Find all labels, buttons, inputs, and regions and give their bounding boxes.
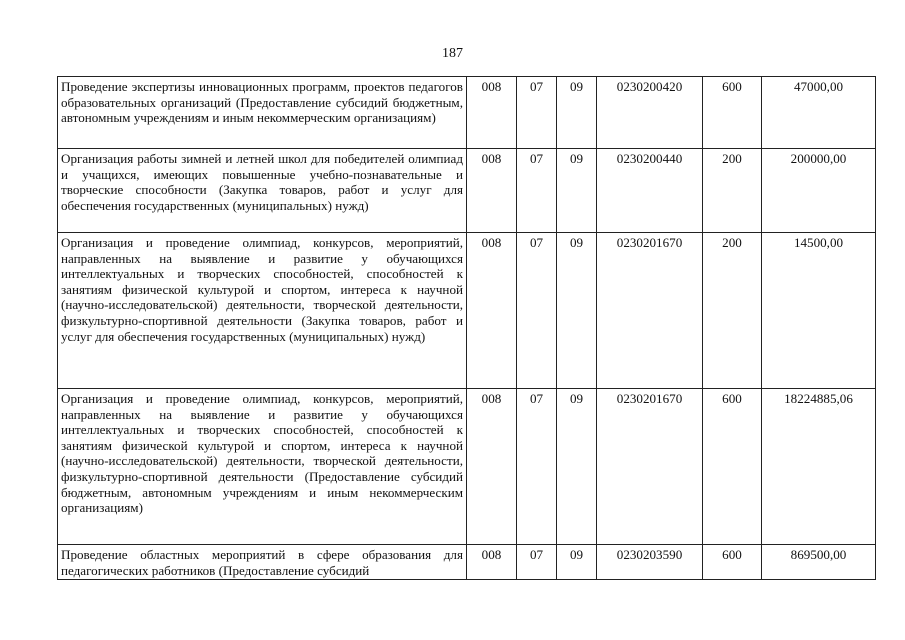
ministry-code: 008 xyxy=(467,77,517,149)
expense-type-code: 200 xyxy=(703,233,762,389)
section-code: 07 xyxy=(517,149,557,233)
target-article-code: 0230200420 xyxy=(597,77,703,149)
amount: 14500,00 xyxy=(762,233,876,389)
table-row xyxy=(58,77,876,149)
subsection-code: 09 xyxy=(557,149,597,233)
budget-table xyxy=(57,76,876,580)
section-code: 07 xyxy=(517,389,557,545)
subsection-code: 09 xyxy=(557,77,597,149)
amount: 869500,00 xyxy=(762,545,876,580)
row-description: Проведение областных мероприятий в сфере образования для педагогических работников (Предоставление субсидий xyxy=(58,545,467,580)
subsection-code: 09 xyxy=(557,233,597,389)
ministry-code: 008 xyxy=(467,389,517,545)
ministry-code: 008 xyxy=(467,545,517,580)
amount: 200000,00 xyxy=(762,149,876,233)
ministry-code: 008 xyxy=(467,149,517,233)
target-article-code: 0230203590 xyxy=(597,545,703,580)
section-code: 07 xyxy=(517,233,557,389)
table-row xyxy=(58,149,876,233)
section-code: 07 xyxy=(517,545,557,580)
section-code: 07 xyxy=(517,77,557,149)
amount: 18224885,06 xyxy=(762,389,876,545)
amount: 47000,00 xyxy=(762,77,876,149)
table-row xyxy=(58,233,876,389)
ministry-code: 008 xyxy=(467,233,517,389)
expense-type-code: 200 xyxy=(703,149,762,233)
page-number: 187 xyxy=(442,46,463,61)
target-article-code: 0230201670 xyxy=(597,389,703,545)
row-description: Организация и проведение олимпиад, конкурсов, мероприятий, направленных на выявление и развитие у обучающихся интеллектуальных и творческих способностей, способностей к занятиям физической культурой и спортом, интереса к научной (научно-исследовательской) деятельности, творческой деятельности, физкультурно-спортивной деятельности (Предоставление субсидий бюджетным, автономным учреждениям и иным некоммерческим организациям) xyxy=(58,389,467,545)
target-article-code: 0230201670 xyxy=(597,233,703,389)
row-description: Организация и проведение олимпиад, конкурсов, мероприятий, направленных на выявление и развитие у обучающихся интеллектуальных и творческих способностей, способностей к занятиям физической культурой и спортом, интереса к научной (научно-исследовательской) деятельности, творческой деятельности, физкультурно-спортивной деятельности (Закупка товаров, работ и услуг для обеспечения государственных (муниципальных) нужд) xyxy=(58,233,467,389)
expense-type-code: 600 xyxy=(703,77,762,149)
expense-type-code: 600 xyxy=(703,389,762,545)
table-row xyxy=(58,389,876,545)
expense-type-code: 600 xyxy=(703,545,762,580)
subsection-code: 09 xyxy=(557,389,597,545)
subsection-code: 09 xyxy=(557,545,597,580)
row-description: Организация работы зимней и летней школ для победителей олимпиад и учащихся, имеющих повышенные учебно-познавательные и творческие способности (Закупка товаров, работ и услуг для обеспечения государственных (муниципальных) нужд) xyxy=(58,149,467,233)
table-row xyxy=(58,545,876,580)
row-description: Проведение экспертизы инновационных программ, проектов педагогов образовательных организаций (Предоставление субсидий бюджетным, автономным учреждениям и иным некоммерческим организациям) xyxy=(58,77,467,149)
target-article-code: 0230200440 xyxy=(597,149,703,233)
